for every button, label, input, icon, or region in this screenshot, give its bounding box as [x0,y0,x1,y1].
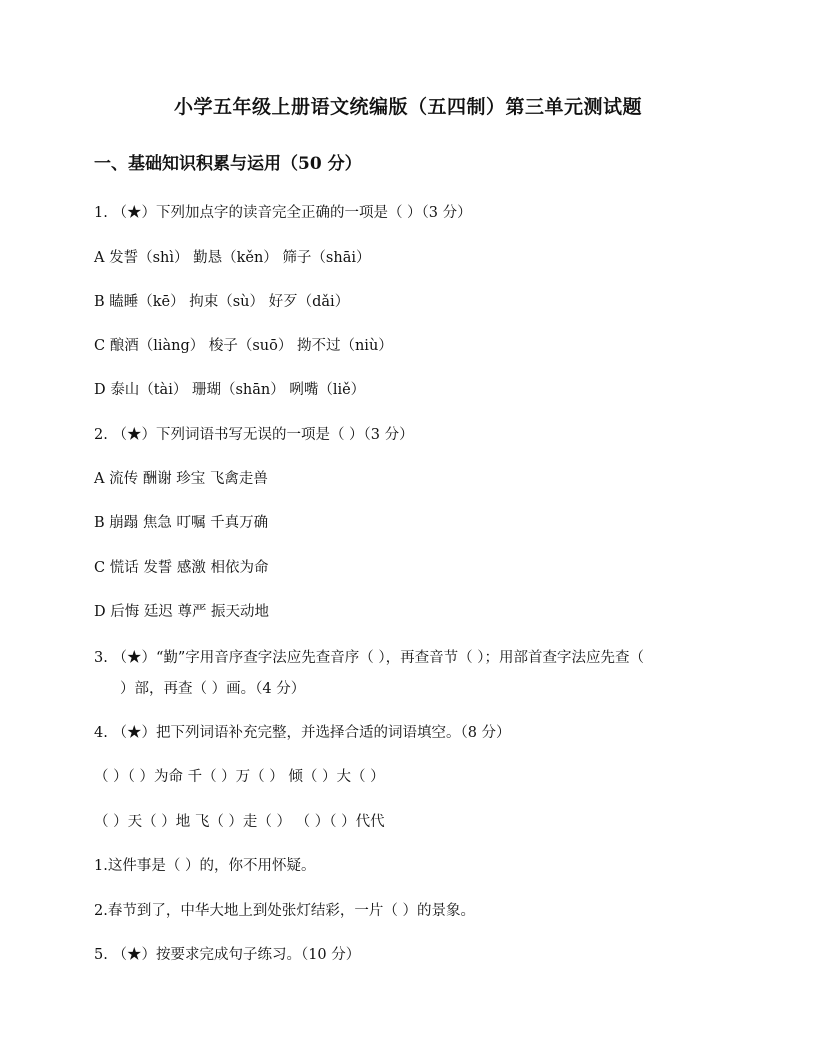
section-heading-basics: 一、基础知识积累与运用（50 分） [94,154,362,174]
question-4-sentence-1: 1.这件事是（ ）的，你不用怀疑。 [94,858,316,874]
question-2-option-b: B 崩蹋 焦急 叮嘱 千真万确 [94,515,269,531]
question-4-idioms-row-2: （ ）天（ ）地 飞（ ）走（ ） （ ）（ ）代代 [94,814,385,830]
question-2-option-d: D 后悔 廷迟 尊严 振天动地 [94,604,270,620]
question-1-option-a: A 发誓（shì） 勤恳（kěn） 筛子（shāi） [94,250,371,266]
question-2-prompt: 2. （★）下列词语书写无误的一项是（ ）（3 分） [94,427,414,443]
question-3-prompt: 3. （★）“勤”字用音序查字法应先查音序（ ），再查音节（ ）；用部首查字法应先查（ [94,650,644,666]
question-1-option-b: B 瞌睡（kē） 拘束（sù） 好歹（dǎi） [94,294,350,310]
question-3-prompt-continued: ）部，再查（ ）画。（4 分） [120,681,306,697]
question-1-prompt: 1. （★）下列加点字的读音完全正确的一项是（ ）（3 分） [94,205,472,221]
question-4-idioms-row-1: （ ）（ ）为命 千（ ）万（ ） 倾（ ）大（ ） [94,769,385,785]
question-2-option-a: A 流传 酬谢 珍宝 飞禽走兽 [94,471,268,487]
question-4-prompt: 4. （★）把下列词语补充完整，并选择合适的词语填空。（8 分） [94,725,511,741]
question-1-option-d: D 泰山（tài） 珊瑚（shān） 咧嘴（liě） [94,382,366,398]
question-5-prompt: 5. （★）按要求完成句子练习。（10 分） [94,947,361,963]
question-4-sentence-2: 2.春节到了，中华大地上到处张灯结彩，一片（ ）的景象。 [94,903,475,919]
question-1-option-c: C 酿酒（liàng） 梭子（suō） 拗不过（niù） [94,338,393,354]
page-title: 小学五年级上册语文统编版（五四制）第三单元测试题 [173,96,642,118]
question-2-option-c: C 慌话 发誓 感激 相依为命 [94,560,269,576]
